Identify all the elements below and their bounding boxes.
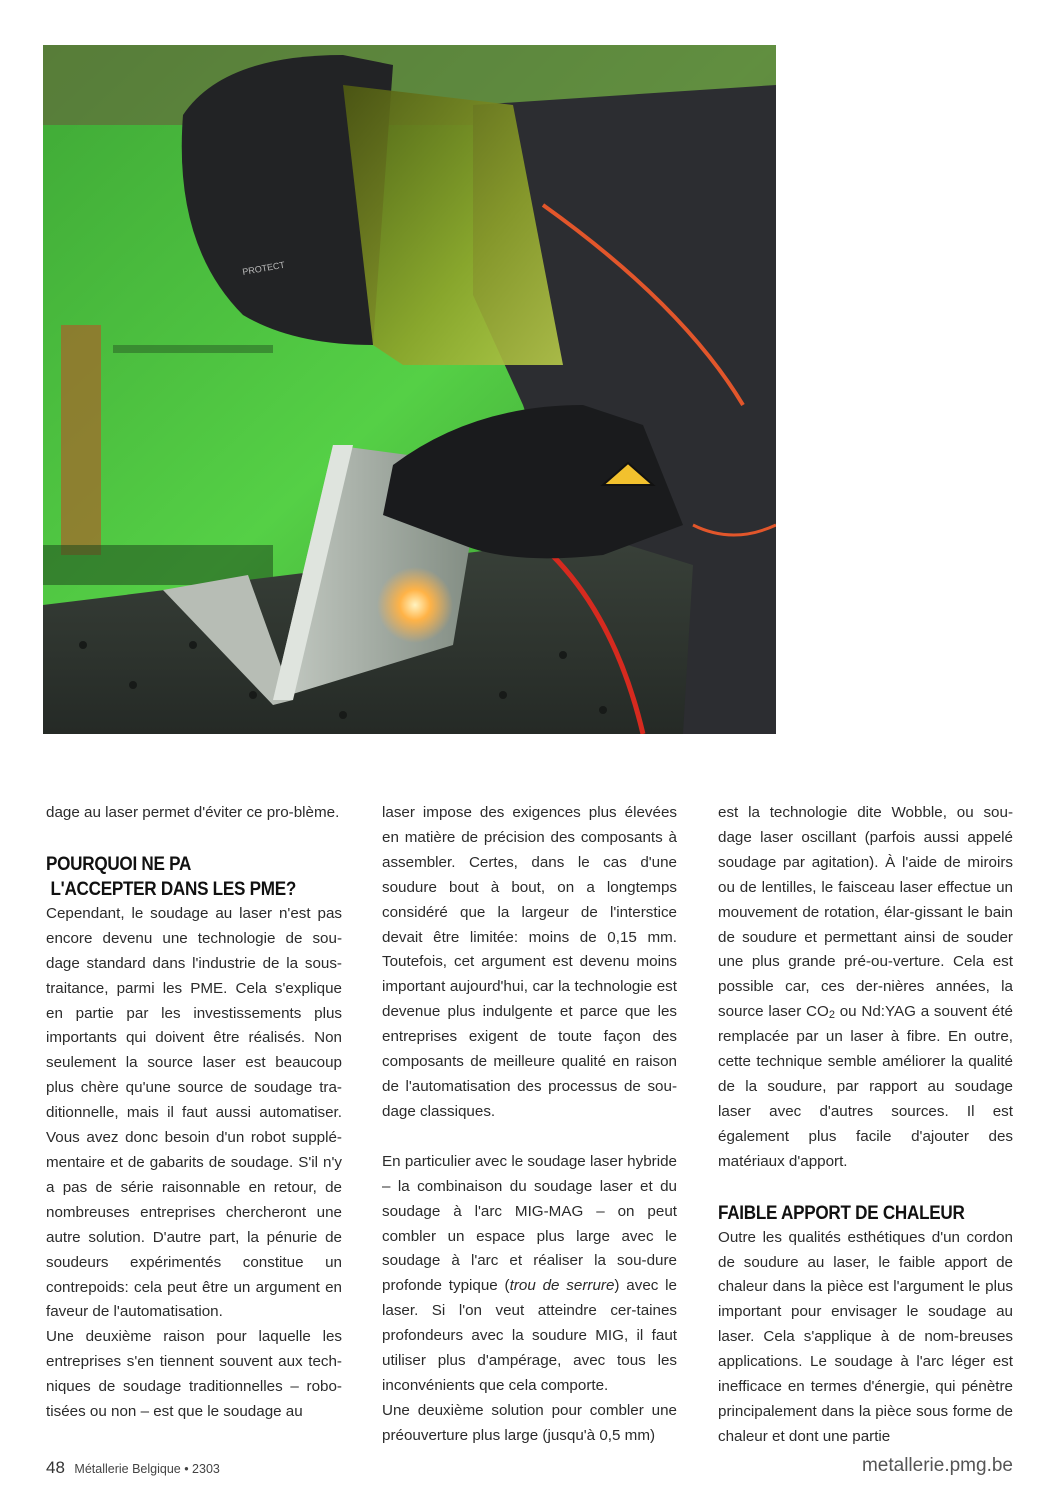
welder-photo-illustration <box>43 45 776 734</box>
page-number: 48 <box>46 1458 65 1477</box>
heading-line-2: L'ACCEPTER DANS LES PME? <box>46 878 297 900</box>
helmet-label: PROTECT <box>241 259 286 277</box>
paragraph-part: ) avec le laser. Si l'on veut atteindre cer-taines profondeurs avec la soudure MIG, il faut utiliser plus d'ampérage, avec tous les inconvénients que cela comporte. <box>382 1277 677 1394</box>
paragraph <box>382 1150 677 1399</box>
paragraph-part: En particulier avec le soudage laser hybride – la combinaison du soudage laser et du soudage à l'arc MIG-MAG – on peut combler un espace plus large avec le soudage à l'arc et réaliser la sou-dure profonde typique ( <box>382 1152 677 1295</box>
paragraph: Cependant, le soudage au laser n'est pas encore devenu une technologie de sou-dage standard dans l'industrie de la sous-traitance, parmi les PME. Cela s'explique en partie par les investissements plus importants qui doivent être réalisés. Non seulement la source laser est beaucoup plus chère qu'une source de soudage tra-ditionnelle, mais il faut aussi automatiser. Vous avez donc besoin d'un robot supplé-mentaire et de gabarits de soudage. S'il n'y a pas de série raisonnable en retour, de nombreuses entreprises chercheront une autre solution. D'autre part, la pénurie de soudeurs expérimentés constitue un contrepoids: cela peut être un argument en faveur de l'automatisation. <box>46 904 342 1321</box>
footer-website-link[interactable]: metallerie.pmg.be <box>861 1455 1013 1476</box>
text-column-2 <box>382 801 677 1449</box>
subscript: 2 <box>828 1009 835 1022</box>
footer-publication <box>46 1458 220 1478</box>
section-heading-1 <box>46 852 342 902</box>
emphasis-text: trou de serrure <box>509 1277 615 1295</box>
heading-line-1: POURQUOI NE PA <box>46 853 192 875</box>
paragraph: Outre les qualités esthétiques d'un cordon de soudure au laser, le faible apport de chaleur dans la pièce est l'argument le plus important pour envisager le soudage au laser. Cela s'applique à de nom-breuses applications. Le soudage à l'arc léger est inefficace en termes d'énergie, qui pénètre principalement dans la pièce sous forme de chaleur et dont une partie <box>718 1228 1013 1445</box>
paragraph: Une deuxième raison pour laquelle les entreprises s'en tiennent souvent aux tech-niques de soudage traditionnelles – robo-tisées ou non – est que le soudage au <box>46 1328 342 1421</box>
section-heading-2 <box>718 1201 1013 1226</box>
heading-text: FAIBLE APPORT DE CHALEUR <box>718 1202 965 1224</box>
paragraph: dage au laser permet d'éviter ce pro-blème. <box>46 804 340 821</box>
paragraph-part: est la technologie dite Wobble, ou sou-dage laser oscillant (parfois aussi appelé soudage par agitation). À l'aide de miroirs ou de lentilles, le faisceau laser effectue un mouvement de rotation, élar-gissant le bain de soudure et permettant ainsi de souder une plus grande pré-ou-verture. Cela est possible car, ces der-nières années, la source laser CO <box>718 804 1013 1021</box>
paragraph: Une deuxième solution pour combler une préouverture plus large (jusqu'à 0,5 mm) <box>382 1401 677 1444</box>
publication-name: Métallerie Belgique • 2303 <box>74 1462 220 1476</box>
paragraph: laser impose des exigences plus élevées en matière de précision des composants à assembler. Certes, dans le cas d'une soudure bout à bout, on a longtemps considéré que la largeur de l'interstice devait être limitée: moins de 0,15 mm. Toutefois, cet argument est devenu moins important aujourd'hui, car la technologie est devenue plus indulgente et parce que les entreprises exigent de toute façon des composants de meilleure qualité en raison de l'automatisation des processus de sou-dage classiques. <box>382 804 677 1120</box>
article-photo <box>43 45 776 734</box>
text-column-1 <box>46 801 342 1425</box>
text-column-3 <box>718 801 1013 1450</box>
paragraph-part: ou Nd:YAG a souvent été remplacée par un laser à fibre. En outre, cette technique semble améliorer la qualité de la soudure, par rapport au soudage laser avec d'autres sources. Il est également plus facile d'ajouter des matériaux d'apport. <box>718 1003 1013 1170</box>
paragraph <box>718 801 1013 1175</box>
